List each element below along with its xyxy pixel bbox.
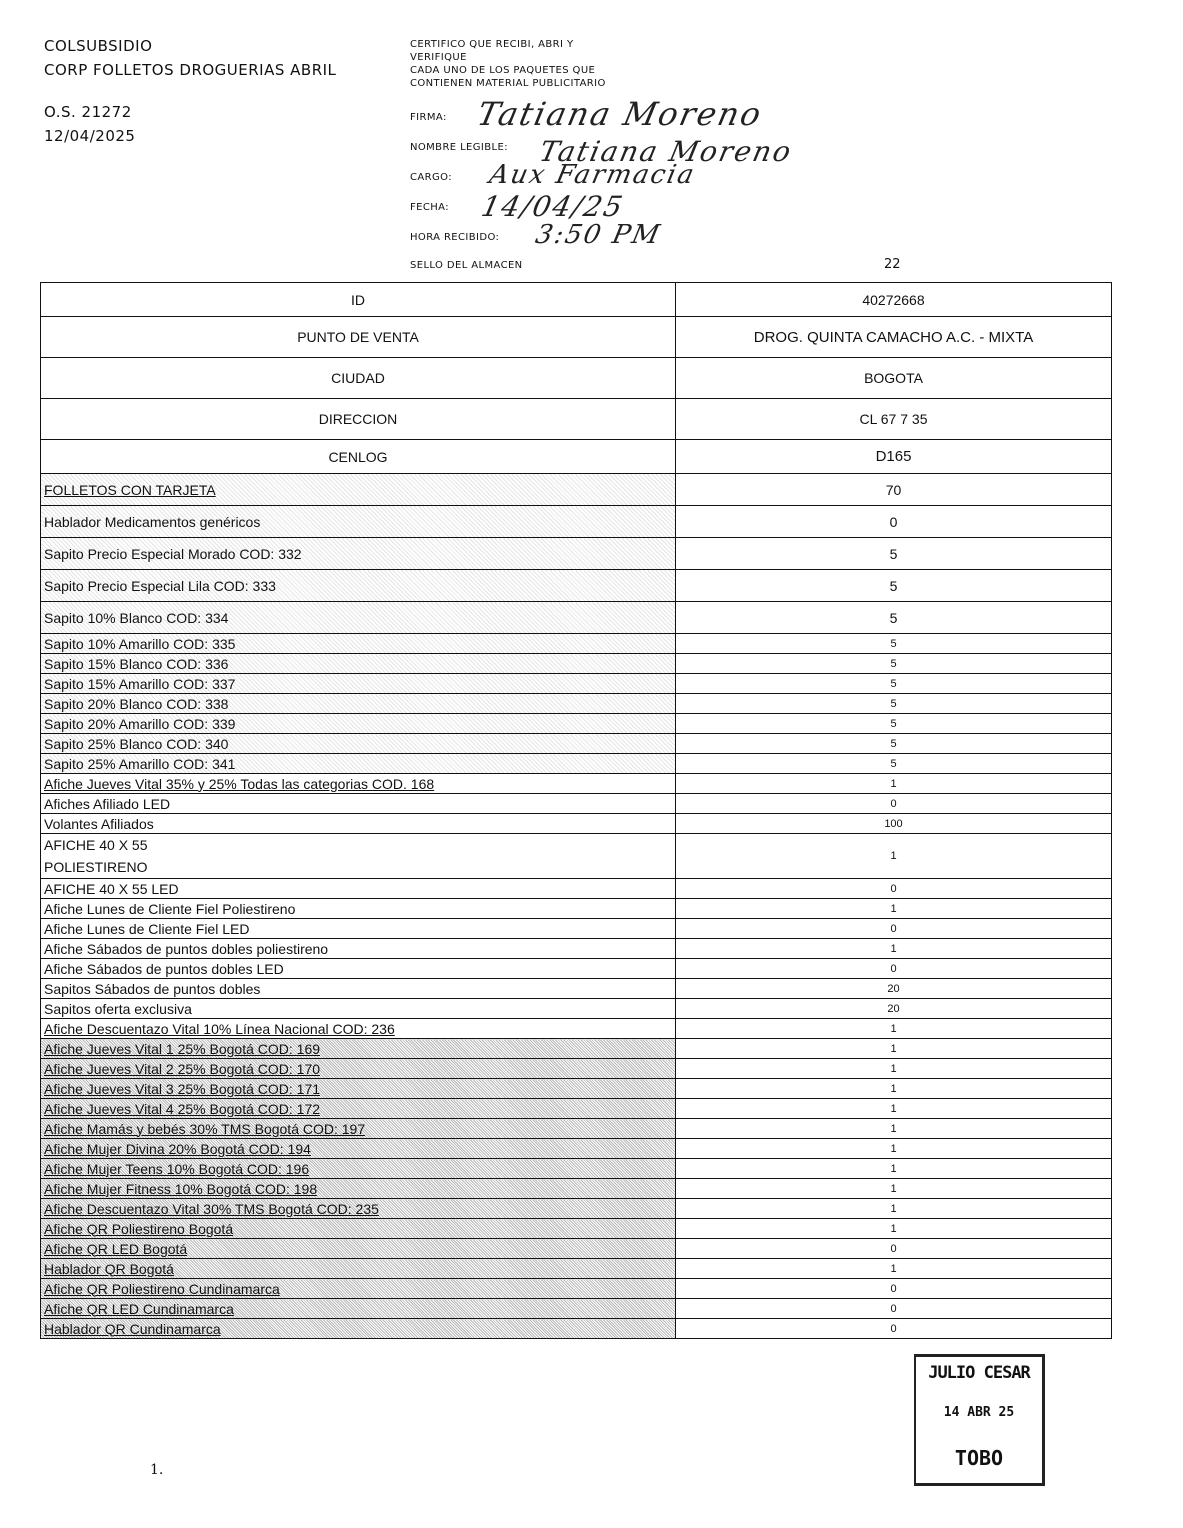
item-row: [41, 1319, 1112, 1339]
item-qty: 0: [676, 1299, 1112, 1319]
delivery-table: [40, 282, 1112, 1339]
item-label: AFICHE 40 X 55 LED: [44, 880, 179, 897]
item-label-line2: POLIESTIRENO: [44, 859, 148, 875]
footer-mark: 1.: [150, 1462, 164, 1478]
item-qty: 20: [676, 979, 1112, 999]
item-label: Sapitos Sábados de puntos dobles: [44, 980, 261, 997]
nombre-value: Tatiana Moreno: [536, 135, 796, 168]
item-label: Sapito 10% Amarillo COD: 335: [44, 635, 236, 652]
item-qty: 1: [676, 1019, 1112, 1039]
item-label: Sapito Precio Especial Morado COD: 332: [44, 545, 302, 562]
item-label: Afiche QR LED Cundinamarca: [44, 1300, 234, 1317]
item-qty: 1: [676, 1099, 1112, 1119]
item-qty: 20: [676, 999, 1112, 1019]
item-label: Afiche QR LED Bogotá: [44, 1240, 188, 1257]
item-label: Afiche Descuentazo Vital 30% TMS Bogotá COD: 235: [44, 1200, 379, 1217]
stamp-place: TOBO: [954, 1446, 1004, 1470]
header-left: [44, 34, 336, 148]
item-qty: 1: [676, 1199, 1112, 1219]
item-label: Afiche Sábados de puntos dobles poliestireno: [44, 940, 329, 957]
item-label: Hablador Medicamentos genéricos: [44, 513, 261, 530]
info-value: DROG. QUINTA CAMACHO A.C. - MIXTA: [676, 317, 1112, 358]
item-label: Afiche Mujer Divina 20% Bogotá COD: 194: [44, 1140, 311, 1157]
item-qty: 0: [676, 1279, 1112, 1299]
item-qty: 5: [676, 674, 1112, 694]
cert-line: CERTIFICO QUE RECIBI, ABRI Y: [410, 39, 574, 50]
item-qty: 0: [676, 506, 1112, 538]
item-label: Afiche Lunes de Cliente Fiel Poliestireno: [44, 900, 296, 917]
hora-label: HORA RECIBIDO:: [410, 232, 500, 243]
info-value: 40272668: [676, 283, 1112, 317]
item-row: [41, 1139, 1112, 1159]
item-qty: 5: [676, 538, 1112, 570]
item-row: [41, 602, 1112, 634]
item-row: [41, 1059, 1112, 1079]
warehouse-stamp: [914, 1354, 1045, 1486]
order-date: 12/04/2025: [44, 127, 136, 145]
item-row: [41, 1159, 1112, 1179]
item-label: Afiche Jueves Vital 35% y 25% Todas las categorias COD. 168: [44, 775, 435, 792]
info-label: ID: [41, 283, 676, 317]
item-label: AFICHE 40 X 55: [44, 837, 148, 853]
cert-line: CADA UNO DE LOS PAQUETES QUE: [410, 65, 596, 76]
item-row: [41, 570, 1112, 602]
cargo-label: CARGO:: [410, 172, 452, 183]
item-row: [41, 1259, 1112, 1279]
item-qty: 5: [676, 694, 1112, 714]
item-label: Afiche Jueves Vital 4 25% Bogotá COD: 172: [44, 1100, 321, 1117]
stamp-date: 14 ABR 25: [943, 1405, 1015, 1420]
item-qty: 5: [676, 734, 1112, 754]
item-qty: 1: [676, 774, 1112, 794]
cargo-value: Aux Farmacia: [486, 160, 699, 190]
item-label: Sapito 20% Amarillo COD: 339: [44, 715, 236, 732]
info-label: DIRECCION: [41, 399, 676, 440]
stamp-name: JULIO CESAR: [928, 1363, 1030, 1383]
info-row: [41, 399, 1112, 440]
item-row: [41, 959, 1112, 979]
item-qty: 5: [676, 754, 1112, 774]
item-row: [41, 474, 1112, 506]
item-label: Sapito 25% Amarillo COD: 341: [44, 755, 236, 772]
item-label: Sapitos oferta exclusiva: [44, 1000, 192, 1017]
item-qty: 5: [676, 634, 1112, 654]
company-name: COLSUBSIDIO: [44, 37, 153, 55]
info-label: PUNTO DE VENTA: [41, 317, 676, 358]
item-qty: 5: [676, 654, 1112, 674]
info-row: [41, 283, 1112, 317]
item-row: [41, 1179, 1112, 1199]
job-description: CORP FOLLETOS DROGUERIAS ABRIL: [44, 61, 337, 79]
item-label: Sapito 15% Amarillo COD: 337: [44, 675, 236, 692]
item-qty: 1: [676, 1079, 1112, 1099]
info-label: CENLOG: [41, 440, 676, 474]
order-number: O.S. 21272: [44, 103, 132, 121]
item-row: [41, 694, 1112, 714]
item-qty: 0: [676, 879, 1112, 899]
item-row: [41, 654, 1112, 674]
hora-value: 3:50 PM: [532, 220, 664, 250]
item-qty: 5: [676, 602, 1112, 634]
info-label: CIUDAD: [41, 358, 676, 399]
item-row: [41, 794, 1112, 814]
item-row: [41, 879, 1112, 899]
item-qty: 1: [676, 1259, 1112, 1279]
item-label: Afiche Jueves Vital 1 25% Bogotá COD: 169: [44, 1040, 321, 1057]
item-label: Volantes Afiliados: [44, 815, 154, 832]
firma-signature: Tatiana Moreno: [473, 95, 767, 133]
item-row: [41, 899, 1112, 919]
info-value: CL 67 7 35: [676, 399, 1112, 440]
item-qty: 0: [676, 919, 1112, 939]
item-row: [41, 634, 1112, 654]
cert-line: CONTIENEN MATERIAL PUBLICITARIO: [410, 78, 606, 89]
item-row: [41, 1099, 1112, 1119]
item-label: Afiche QR Poliestireno Cundinamarca: [44, 1280, 280, 1297]
item-row: [41, 506, 1112, 538]
item-qty: 1: [676, 1139, 1112, 1159]
item-row: [41, 1039, 1112, 1059]
item-qty: 1: [676, 1119, 1112, 1139]
item-label: Hablador QR Bogotá: [44, 1260, 174, 1277]
nombre-label: NOMBRE LEGIBLE:: [410, 142, 508, 153]
item-qty: 5: [676, 570, 1112, 602]
item-label: Afiche Jueves Vital 2 25% Bogotá COD: 170: [44, 1060, 321, 1077]
info-value: BOGOTA: [676, 358, 1112, 399]
item-row: [41, 774, 1112, 794]
item-qty: 5: [676, 714, 1112, 734]
item-label: Afiche Mujer Teens 10% Bogotá COD: 196: [44, 1160, 310, 1177]
item-qty: 0: [676, 1319, 1112, 1339]
item-label: Afiche Sábados de puntos dobles LED: [44, 960, 284, 977]
item-label: Sapito 25% Blanco COD: 340: [44, 735, 229, 752]
cert-line: VERIFIQUE: [410, 52, 467, 63]
item-qty: 1: [676, 939, 1112, 959]
item-qty: 70: [676, 474, 1112, 506]
item-label: Afiche Jueves Vital 3 25% Bogotá COD: 171: [44, 1080, 321, 1097]
fecha-value: 14/04/25: [478, 190, 628, 223]
item-row: [41, 1199, 1112, 1219]
item-label: FOLLETOS CON TARJETA: [44, 481, 216, 498]
item-row: [41, 979, 1112, 999]
item-label: Afiche Mujer Fitness 10% Bogotá COD: 198: [44, 1180, 318, 1197]
item-row: [41, 714, 1112, 734]
item-qty: 1: [676, 1219, 1112, 1239]
item-qty: 1: [676, 1059, 1112, 1079]
item-label: Afiche Lunes de Cliente Fiel LED: [44, 920, 250, 937]
item-label: Hablador QR Cundinamarca: [44, 1320, 221, 1337]
item-qty: 1: [676, 1159, 1112, 1179]
item-row: [41, 1079, 1112, 1099]
item-qty: 0: [676, 959, 1112, 979]
item-label: Sapito Precio Especial Lila COD: 333: [44, 577, 276, 594]
item-row: [41, 999, 1112, 1019]
item-qty: 1: [676, 1039, 1112, 1059]
item-row: [41, 939, 1112, 959]
info-row: [41, 440, 1112, 474]
item-label: Afiches Afiliado LED: [44, 795, 171, 812]
item-label: Afiche Descuentazo Vital 10% Línea Nacional COD: 236: [44, 1020, 395, 1037]
firma-label: FIRMA:: [410, 112, 447, 123]
item-row: [41, 1239, 1112, 1259]
certificate-text: [410, 38, 730, 90]
info-value: D165: [676, 440, 1112, 474]
item-row: [41, 754, 1112, 774]
item-row: [41, 538, 1112, 570]
item-label: Afiche Mamás y bebés 30% TMS Bogotá COD: 197: [44, 1120, 366, 1137]
item-label: Sapito 15% Blanco COD: 336: [44, 655, 229, 672]
item-qty: 1: [676, 1179, 1112, 1199]
sello-label: SELLO DEL ALMACEN: [410, 260, 523, 271]
item-qty: 0: [676, 1239, 1112, 1259]
item-row: [41, 919, 1112, 939]
item-qty: 0: [676, 794, 1112, 814]
item-row: [41, 814, 1112, 834]
item-row: [41, 834, 1112, 879]
item-row: [41, 1299, 1112, 1319]
item-row: [41, 1279, 1112, 1299]
item-row: [41, 674, 1112, 694]
item-row: [41, 1119, 1112, 1139]
info-row: [41, 358, 1112, 399]
item-label: Sapito 20% Blanco COD: 338: [44, 695, 229, 712]
item-qty: 1: [676, 899, 1112, 919]
item-row: [41, 1219, 1112, 1239]
sello-number: 22: [884, 257, 901, 272]
item-qty: 100: [676, 814, 1112, 834]
item-label: Sapito 10% Blanco COD: 334: [44, 609, 229, 626]
info-row: [41, 317, 1112, 358]
fecha-label: FECHA:: [410, 202, 450, 213]
item-row: [41, 1019, 1112, 1039]
item-row: [41, 734, 1112, 754]
item-qty: 1: [676, 834, 1112, 879]
item-label: Afiche QR Poliestireno Bogotá: [44, 1220, 234, 1237]
